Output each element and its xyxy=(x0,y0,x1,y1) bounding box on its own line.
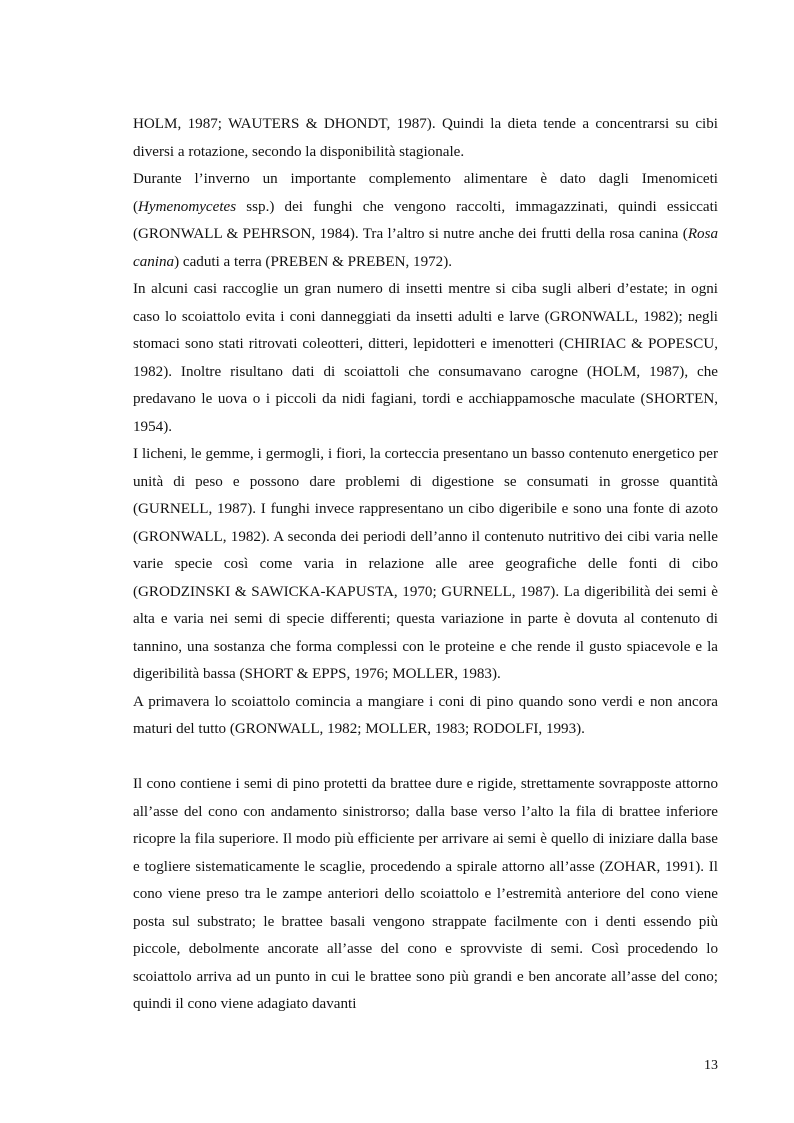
paragraph-insects: In alcuni casi raccoglie un gran numero di insetti mentre si ciba sugli alberi d’estate; in ogni caso lo scoiattolo evita i coni danneggiati da insetti adulti e larve (GRONWALL, 1982); negli stomaci sono stati ritrovati coleotteri, ditteri, lepidotteri e imenotteri (CHIRIAC & POPESCU, 1982). Inoltre risultano dati di scoiattoli che consumavano carogne (HOLM, 1987), che predavano le uova o i piccoli da nidi fagiani, tordi e acchiappamosche maculate (SHORTEN, 1954). xyxy=(133,281,718,435)
text-run: ssp.) dei funghi che vengono raccolti, immagazzinati, quindi essiccati (GRONWALL & PEHRSON, 1984). Tra l’altro si nutre anche dei frutti della rosa canina ( xyxy=(133,198,718,242)
species-name-hymenomycetes: Hymenomycetes xyxy=(138,198,237,215)
page-number: 13 xyxy=(704,1058,718,1073)
paragraph-diet-rotation: HOLM, 1987; WAUTERS & DHONDT, 1987). Quindi la dieta tende a concentrarsi su cibi diversi a rotazione, secondo la disponibilità stagionale. xyxy=(133,116,718,160)
text-run: Durante l’inverno un importante complemento alimentare è dato dagli Imenomiceti ( xyxy=(133,171,718,215)
body-text xyxy=(133,111,718,1019)
paragraph-spacer xyxy=(133,744,718,772)
paragraph-digestibility: I licheni, le gemme, i germogli, i fiori, la corteccia presentano un basso contenuto energetico per unità di peso e possono dare problemi di digestione se consumati in grosse quantità (GURNELL, 1987). I funghi invece rappresentano un cibo digeribile e sono una fonte di azoto (GRONWALL, 1982). A seconda dei periodi dell’anno il contenuto nutritivo dei cibi varia nelle varie specie così come varia in relazione alle aree geografiche delle fonti di cibo (GRODZINSKI & SAWICKA-KAPUSTA, 1970; GURNELL, 1987). La digeribilità dei semi è alta e varia nei semi di specie differenti; questa variazione in parte è dovuta al contenuto di tannino, una sostanza che forma complessi con le proteine e che rende il gusto spiacevole e la digeribilità bassa (SHORT & EPPS, 1976; MOLLER, 1983). xyxy=(133,446,718,682)
paragraph-cone-structure: Il cono contiene i semi di pino protetti da brattee dure e rigide, strettamente sovrapposte attorno all’asse del cono con andamento sinistrorso; dalla base verso l’alto la fila di brattee inferiore ricopre la fila superiore. Il modo più efficiente per arrivare ai semi è quello di iniziare dalla base e togliere sistematicamente le scaglie, procedendo a spirale attorno all’asse (ZOHAR, 1991). Il cono viene preso tra le zampe anteriori dello scoiattolo e l’estremità anteriore del cono viene posta sul substrato; le brattee basali vengono strappate facilmente con i denti essendo più piccole, debolmente ancorate all’asse del cono e sprovviste di semi. Così procedendo lo scoiattolo arriva ad un punto in cui le brattee sono più grandi e ben ancorate all’asse del cono; quindi il cono viene adagiato davanti xyxy=(133,776,718,1012)
text-run: ) caduti a terra (PREBEN & PREBEN, 1972). xyxy=(174,253,453,270)
paragraph-spring-cones: A primavera lo scoiattolo comincia a mangiare i coni di pino quando sono verdi e non ancora maturi del tutto (GRONWALL, 1982; MOLLER, 1983; RODOLFI, 1993). xyxy=(133,693,718,737)
paragraph-winter-fungi xyxy=(133,166,718,276)
species-name-rosa-canina: Rosa canina xyxy=(133,226,718,270)
